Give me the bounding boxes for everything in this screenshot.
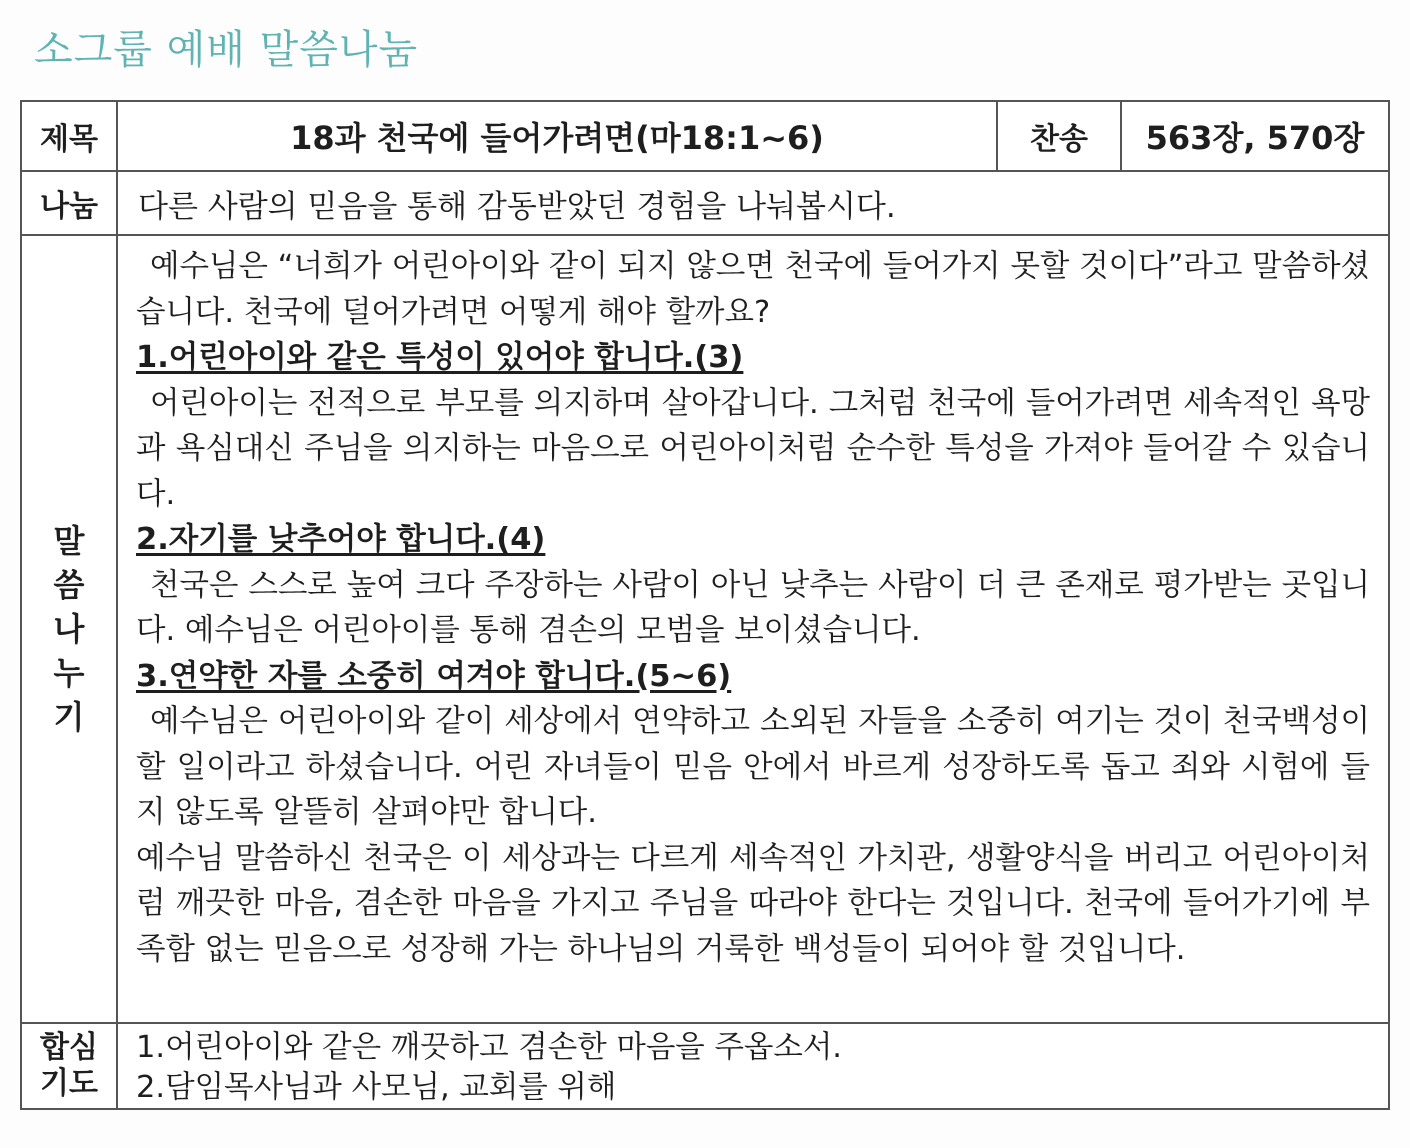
prayer-item: 2.담임목사님과 사모님, 교회를 위해 xyxy=(136,1070,617,1105)
share-label: 나눔 xyxy=(22,172,118,234)
point-3-heading: 3.연약한 자를 소중히 여겨야 합니다.(5~6) xyxy=(136,658,732,694)
prayer-row xyxy=(22,1024,1388,1108)
title-row xyxy=(22,102,1388,172)
title-label: 제목 xyxy=(22,102,118,170)
word-label xyxy=(22,236,118,1022)
lesson-title: 18과 천국에 들어가려면(마18:1~6) xyxy=(118,102,998,170)
point-1-body: 어린아이는 전적으로 부모를 의지하며 살아갑니다. 그처럼 천국에 들어가려면 세속적인 욕망과 욕심대신 주님을 의지하는 마음으로 어린아이처럼 순수한 특성을 가져야 들어갈 수 있습니다. xyxy=(136,385,1370,512)
point-3-body: 예수님은 어린아이와 같이 세상에서 연약하고 소외된 자들을 소중히 여기는 것이 천국백성이 할 일이라고 하셨습니다. 어린 자녀들이 믿음 안에서 바르게 성장하도록 돕고 죄와 시험에 들지 않도록 알뜰히 살펴야만 합니다. xyxy=(136,704,1370,830)
sermon-content xyxy=(118,236,1388,1022)
point-1-heading: 1.어린아이와 같은 특성이 있어야 합니다.(3) xyxy=(136,340,744,375)
prayer-item: 1.어린아이와 같은 깨끗하고 겸손한 마음을 주옵소서. xyxy=(136,1030,842,1065)
intro-paragraph: 예수님은 “너희가 어린아이와 같이 되지 않으면 천국에 들어가지 못할 것이다”라고 말씀하셨습니다. 천국에 덜어가려면 어떻게 해야 할까요? xyxy=(136,249,1370,330)
word-label-char: 누 xyxy=(53,654,85,692)
share-row xyxy=(22,172,1388,236)
prayer-label-line: 기도 xyxy=(40,1066,98,1101)
word-row xyxy=(22,236,1388,1024)
word-label-char: 씀 xyxy=(53,566,85,604)
prayer-label xyxy=(22,1024,118,1108)
word-label-char: 말 xyxy=(53,522,85,560)
conclusion-paragraph: 예수님 말씀하신 천국은 이 세상과는 다르게 세속적인 가치관, 생활양식을 버리고 어린아이처럼 깨끗한 마음, 겸손한 마음을 가지고 주님을 따라야 한다는 것입니다. 천국에 들어가기에 부족함 없는 믿음으로 성장해 가는 하나님의 거룩한 백성들이 되어야 할 것입니다. xyxy=(136,840,1370,967)
word-label-char: 나 xyxy=(53,610,85,648)
prayer-list xyxy=(118,1024,1388,1108)
hymn-label: 찬송 xyxy=(998,102,1122,170)
share-question: 다른 사람의 믿음을 통해 감동받았던 경험을 나눠봅시다. xyxy=(138,188,896,225)
prayer-label-line: 합심 xyxy=(40,1030,98,1065)
word-label-char: 기 xyxy=(53,698,85,736)
worship-sheet-table xyxy=(20,100,1390,1110)
point-2-body: 천국은 스스로 높여 크다 주장하는 사람이 아닌 낮추는 사람이 더 큰 존재로 평가받는 곳입니다. 예수님은 어린아이를 통해 겸손의 모범을 보이셨습니다. xyxy=(136,567,1370,648)
page-title: 소그룹 예배 말씀나눔 xyxy=(34,27,419,73)
point-2-heading: 2.자기를 낮추어야 합니다.(4) xyxy=(136,522,546,557)
hymn-numbers: 563장, 570장 xyxy=(1145,119,1365,157)
